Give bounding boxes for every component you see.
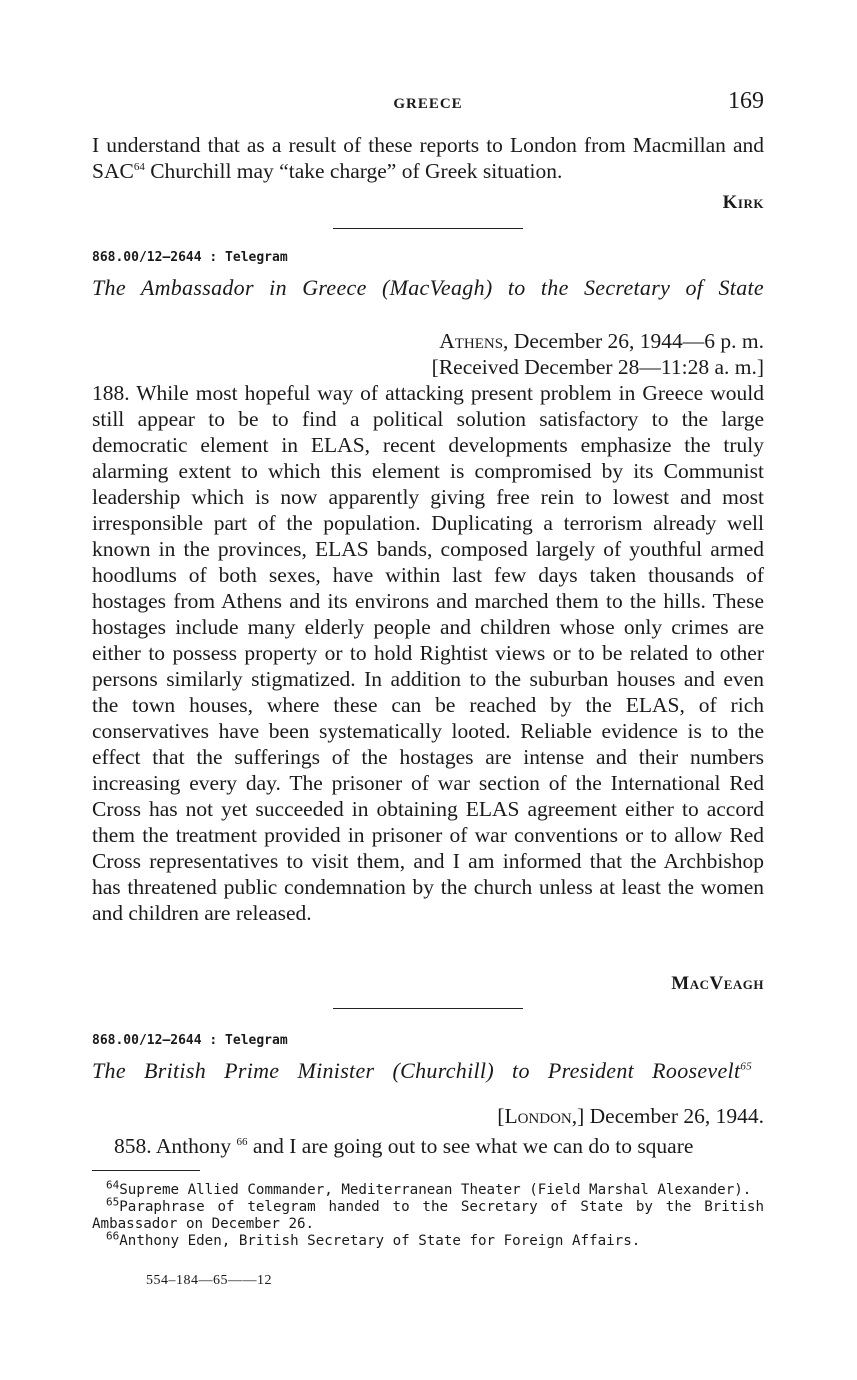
dateline — [439, 328, 764, 354]
file-reference: 868.00/12–2644 : Telegram — [92, 1033, 288, 1048]
continuation-paragraph — [92, 132, 764, 184]
page-number: 169 — [728, 88, 764, 114]
signature-macveagh: MacVeagh — [671, 973, 764, 994]
continuation-text-before: I understand that as a result of these reports to London from Macmillan and SAC — [92, 133, 764, 183]
document-title — [92, 1058, 752, 1084]
footnote-text: Supreme Allied Commander, Mediterranean Theater (Field Marshal Alexander). — [119, 1182, 752, 1198]
running-head: GREECE — [393, 96, 463, 112]
dateline — [497, 1103, 764, 1129]
section-divider — [333, 1008, 523, 1009]
footnote-ref-65: 65 — [740, 1060, 752, 1073]
continuation-text-after: Churchill may “take charge” of Greek situation. — [144, 159, 563, 183]
dateline-place: [London,] — [497, 1104, 585, 1128]
footnote — [92, 1195, 764, 1233]
footnote-ref-66: 66 — [236, 1135, 248, 1148]
body-text-before: 858. Anthony — [114, 1134, 232, 1158]
telegram-body: 188. While most hopeful way of attacking present problem in Greece would still appear to be to find a political solution satisfactory to the large democratic element in ELAS, recent developments emphasize the truly alarming extent to which this element is compromised by its Communist leadership which is now apparently giving free rein to lowest and most irresponsible part of the population. Duplicating a terrorism already well known in the provinces, ELAS bands, composed largely of youthful armed hoodlums of both sexes, have within last few days taken thousands of hostages from Athens and its environs and marched them to the hills. These hostages include many elderly people and children whose only crimes are either to possess property or to hold Rightist views or to be related to other persons similarly stigmatized. In addition to the suburban houses and even the town houses, where these can be reached by the ELAS, of rich conservatives have been systematically looted. Reliable evidence is to the effect that the sufferings of the hostages are intense and their numbers increasing every day. The prisoner of war section of the International Red Cross has not yet succeeded in obtaining ELAS agreement either to accord them the treatment provided in prisoner of war conventions or to allow Red Cross representatives to visit them, and I am informed that the Archbishop has threatened public condemnation by the church unless at least the women and children are released. — [92, 381, 764, 925]
footnote — [92, 1229, 764, 1250]
telegram-body — [92, 1133, 764, 1159]
footnote — [92, 1178, 764, 1199]
footnote-ref-64: 64 — [133, 160, 145, 173]
footnote-number: 65 — [106, 1195, 120, 1209]
footnote-text: Paraphrase of telegram handed to the Secretary of State by the British Ambassador on December 26. — [92, 1199, 764, 1232]
file-reference: 868.00/12–2644 : Telegram — [92, 250, 288, 265]
signature-kirk: Kirk — [722, 192, 764, 213]
body-text-after: and I are going out to see what we can do to square — [247, 1134, 694, 1158]
footnotes — [92, 1178, 764, 1250]
print-code: 554–184—65——12 — [146, 1273, 272, 1288]
footnote-divider — [92, 1170, 200, 1171]
section-divider — [333, 228, 523, 229]
page-header — [92, 88, 764, 118]
dateline-place: Athens, — [439, 329, 509, 353]
document-title-text: The British Prime Minister (Churchill) to President Roosevelt — [92, 1058, 741, 1083]
footnote-number: 66 — [106, 1229, 120, 1243]
dateline-date: December 26, 1944. — [584, 1104, 764, 1128]
dateline-date: December 26, 1944—6 p. m. — [508, 329, 764, 353]
document-title: The Ambassador in Greece (MacVeagh) to the Secretary of State — [92, 275, 764, 300]
received-line: [Received December 28—11:28 a. m.] — [431, 355, 764, 379]
footnote-number: 64 — [106, 1178, 120, 1192]
footnote-text: Anthony Eden, British Secretary of State for Foreign Affairs. — [119, 1233, 641, 1249]
